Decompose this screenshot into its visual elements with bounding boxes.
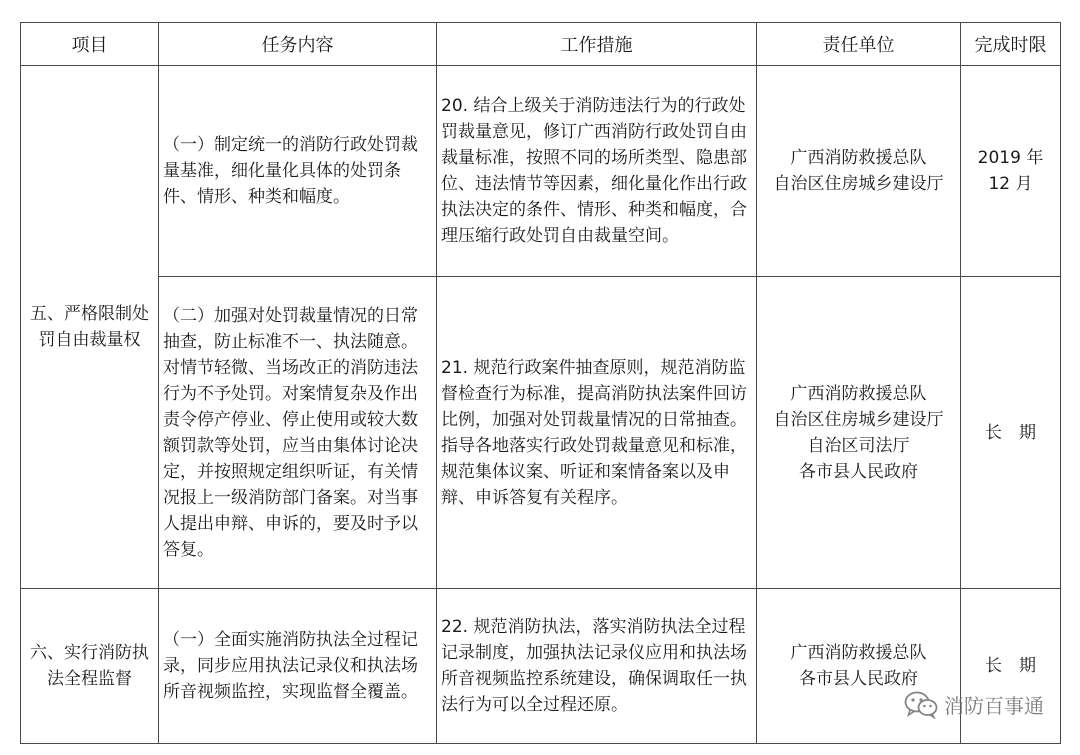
project-line: 六、实行消防执 [30, 643, 149, 663]
unit-line: 各市县人民政府 [799, 669, 918, 689]
project-cell [21, 589, 159, 744]
deadline-cell: 长 期 [961, 277, 1061, 589]
unit-line: 自治区住房城乡建设厅 [773, 409, 944, 430]
header-deadline: 完成时限 [961, 23, 1061, 66]
unit-line: 各市县人民政府 [799, 461, 918, 482]
project-line: 五、严格限制处 [30, 304, 149, 324]
units-cell [757, 277, 961, 589]
table-row [21, 589, 1061, 744]
wechat-icon [904, 691, 938, 719]
project-cell [21, 66, 159, 589]
project-line: 罚自由裁量权 [38, 330, 141, 350]
units-cell [757, 66, 961, 277]
task-cell: （二）加强对处罚裁量情况的日常抽查，防止标准不一、执法随意。对情节轻微、当场改正的消防违法行为不予处罚。对案情复杂及作出责令停产停业、停止使用或较大数额罚款等处罚，应当由集体讨论决定，并按照规定组织听证，有关情况报上一级消防部门备案。对当事人提出申辩、申诉的，要及时予以答复。 [159, 277, 437, 589]
header-row [21, 23, 1061, 66]
task-cell: （一）制定统一的消防行政处罚裁量基准，细化量化具体的处罚条件、情形、种类和幅度。 [159, 66, 437, 277]
measure-cell: 22. 规范消防执法，落实消防执法全过程记录制度，加强执法记录仪应用和执法场所音视频监控系统建设，确保调取任一执法行为可以全过程还原。 [437, 589, 757, 744]
measures-table [20, 22, 1061, 744]
unit-line: 自治区住房城乡建设厅 [773, 174, 944, 194]
unit-line: 广西消防救援总队 [790, 643, 927, 663]
deadline-cell: 长 期 [961, 589, 1061, 744]
task-cell: （一）全面实施消防执法全过程记录，同步应用执法记录仪和执法场所音视频监控，实现监督全覆盖。 [159, 589, 437, 744]
header-task: 任务内容 [159, 23, 437, 66]
watermark-text: 消防百事通 [944, 694, 1044, 718]
unit-line: 广西消防救援总队 [790, 383, 927, 404]
table-row [21, 66, 1061, 277]
project-line: 法全程监督 [47, 669, 132, 689]
deadline-line: 2019 年 [977, 148, 1044, 168]
units-cell [757, 589, 961, 744]
measure-cell: 20. 结合上级关于消防违法行为的行政处罚裁量意见，修订广西消防行政处罚自由裁量标准，按照不同的场所类型、隐患部位、违法情节等因素，细化量化作出行政执法决定的条件、情形、种类和幅度，合理压缩行政处罚自由裁量空间。 [437, 66, 757, 277]
header-project: 项目 [21, 23, 159, 66]
deadline-line: 12 月 [988, 174, 1033, 194]
header-measure: 工作措施 [437, 23, 757, 66]
unit-line: 自治区司法厅 [807, 435, 910, 456]
deadline-cell [961, 66, 1061, 277]
table-row [21, 277, 1061, 589]
unit-line: 广西消防救援总队 [790, 148, 927, 168]
watermark [904, 690, 1044, 719]
measure-cell: 21. 规范行政案件抽查原则，规范消防监督检查行为标准，提高消防执法案件回访比例，加强对处罚裁量情况的日常抽查。指导各地落实行政处罚裁量意见和标准，规范集体议案、听证和案情备案以及申辩、申诉答复有关程序。 [437, 277, 757, 589]
header-units: 责任单位 [757, 23, 961, 66]
